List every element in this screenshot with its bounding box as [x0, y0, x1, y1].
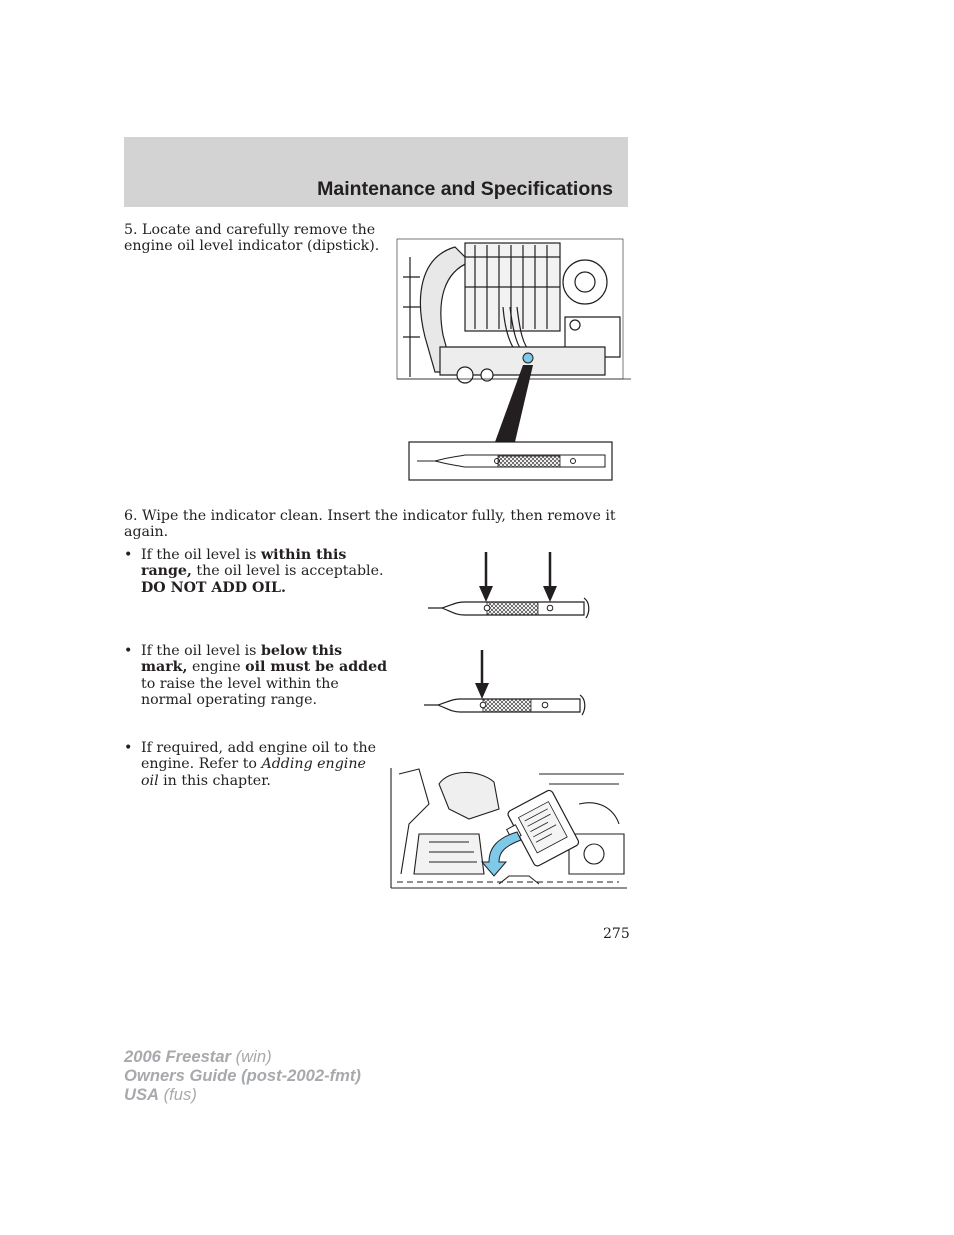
bullet-3-text-2: engine. Refer to [141, 756, 262, 773]
footer-market-code: (fus) [159, 1085, 197, 1104]
bullet-1-text-2: the oil level is acceptable. [191, 563, 384, 580]
bullet-1-text: If the oil level is [141, 547, 261, 563]
footer-model: 2006 Freestar [124, 1047, 232, 1066]
page-number: 275 [603, 926, 630, 942]
bullet-1-warning: DO NOT ADD OIL. [141, 579, 286, 596]
section-title: Maintenance and Specifications [317, 178, 613, 200]
engine-dipstick-location-figure [395, 237, 635, 484]
step-5-line-2: engine oil level indicator (dipstick). [124, 238, 380, 255]
step-6-text [124, 508, 616, 541]
bullet-3-text-3: in this chapter. [158, 772, 271, 789]
bullet-2-text: If the oil level is [141, 643, 261, 659]
section-header-band [124, 137, 628, 207]
bullet-3-text: If required, add engine oil to the [141, 740, 377, 756]
bullet-2-text-2: engine [187, 659, 246, 676]
dipstick-within-range-figure [424, 550, 592, 620]
bullet-2-text-3: to raise the level within the [141, 675, 339, 692]
step-6-line-2: again. [124, 524, 169, 541]
bullet-marker: • [124, 547, 133, 563]
bullet-marker: • [124, 740, 133, 756]
bullet-3-link-ref: Adding engine [261, 756, 366, 773]
step-5-text [124, 222, 379, 255]
dipstick-below-mark-figure [420, 648, 588, 718]
bullet-2-bold-3: oil must be added [245, 659, 388, 676]
footer-guide: Owners Guide (post-2002-fmt) [124, 1066, 361, 1085]
bullet-1-bold-2: range, [141, 563, 192, 580]
bullet-marker: • [124, 643, 133, 659]
bullet-2-bold: below this [260, 643, 343, 659]
step-5-line-1: 5. Locate and carefully remove the [124, 222, 376, 238]
step-6-line-1: 6. Wipe the indicator clean. Insert the indicator fully, then remove it [124, 508, 616, 524]
bullet-2-text-4: normal operating range. [141, 692, 318, 709]
engine-oil-fill-figure [389, 764, 629, 894]
footer-market: USA [124, 1085, 160, 1104]
bullet-3-link-ref-2: oil [141, 772, 159, 789]
bullet-1-bold: within this [260, 547, 347, 563]
footer-model-code: (win) [231, 1047, 272, 1066]
bullet-2-bold-2: mark, [141, 659, 188, 676]
document-footer [124, 1047, 361, 1104]
